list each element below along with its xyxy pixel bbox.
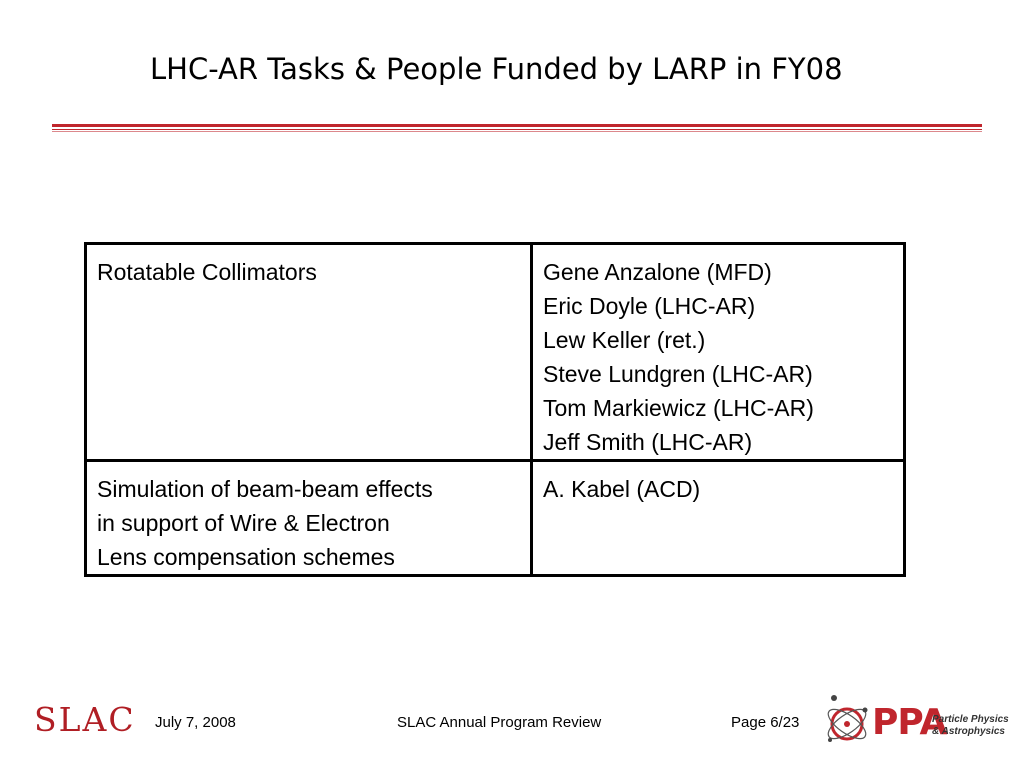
task-line: Rotatable Collimators (97, 259, 317, 285)
slac-logo: SLAC (34, 700, 136, 739)
person-name: Tom Markiewicz (LHC-AR) (543, 395, 814, 421)
person-name: Gene Anzalone (MFD) (543, 259, 772, 285)
person-name: Lew Keller (ret.) (543, 327, 706, 353)
footer-date: July 7, 2008 (155, 714, 236, 731)
task-cell (86, 461, 532, 576)
ppa-logo (822, 688, 1009, 758)
title-divider-thin (52, 129, 982, 130)
person-name: Jeff Smith (LHC-AR) (543, 429, 753, 455)
task-line: Lens compensation schemes (97, 544, 395, 570)
task-line: Simulation of beam-beam effects (97, 476, 433, 502)
people-cell (532, 244, 905, 461)
ppa-subtitle: Particle Physics & Astrophysics (932, 714, 1009, 737)
person-name: Eric Doyle (LHC-AR) (543, 293, 756, 319)
person-name: A. Kabel (ACD) (543, 476, 701, 502)
table-row (86, 244, 905, 461)
people-cell (532, 461, 905, 576)
footer-page-number: Page 6/23 (731, 714, 800, 731)
table-row (86, 461, 905, 576)
task-cell (86, 244, 532, 461)
title-divider (52, 124, 982, 127)
task-line: in support of Wire & Electron (97, 510, 390, 536)
slide-title: LHC-AR Tasks & People Funded by LARP in FY08 (150, 52, 843, 86)
ppa-wordmark: PPA (872, 702, 947, 743)
tasks-table (84, 242, 906, 577)
title-divider-faint (52, 131, 982, 132)
footer-event: SLAC Annual Program Review (397, 714, 602, 731)
person-name: Steve Lundgren (LHC-AR) (543, 361, 813, 387)
